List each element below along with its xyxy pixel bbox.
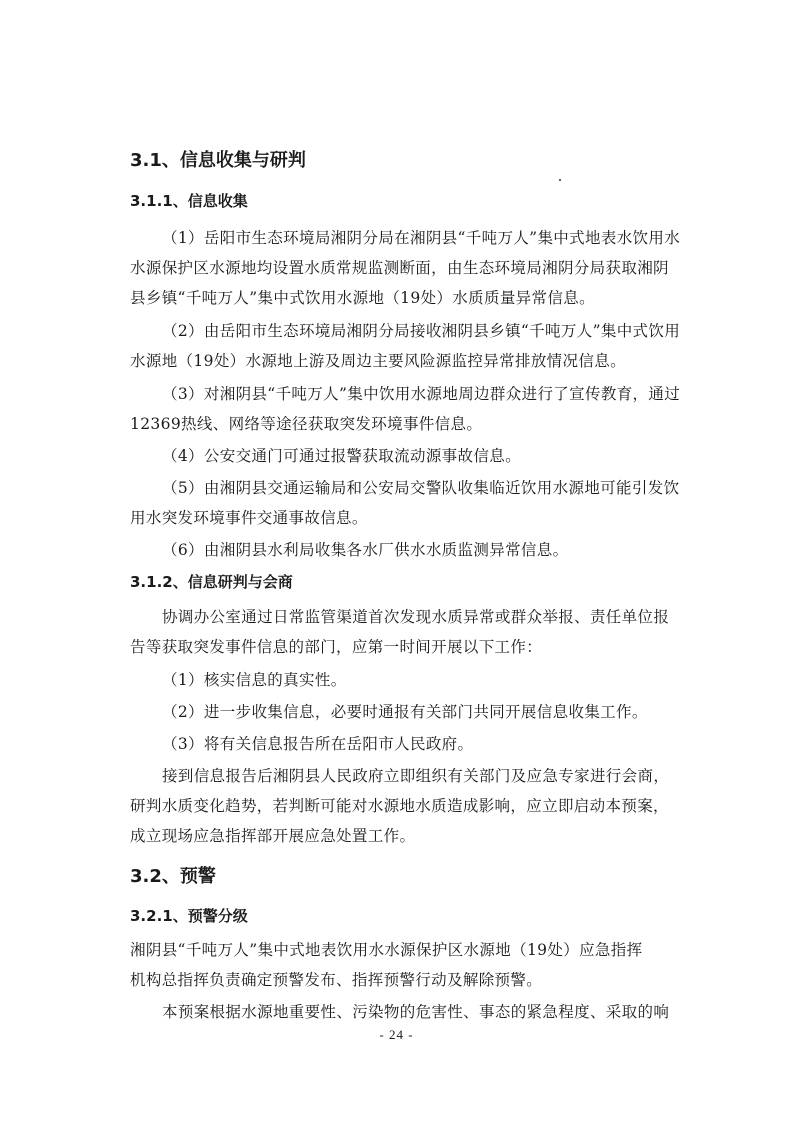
page-number: - 24 - [379, 1027, 414, 1042]
paragraph-line: （4）公安交通门可通过报警获取流动源事故信息。 [162, 447, 521, 465]
section-3-1-title: 3.1、信息收集与研判 [130, 150, 306, 171]
paragraph-line: 告等获取突发事件信息的部门，应第一时间开展以下工作： [130, 638, 543, 656]
subsection-3-2-1-title: 3.2.1、预警分级 [130, 907, 248, 925]
paragraph-line: 县乡镇“千吨万人”集中式饮用水源地（19处）水质质量异常信息。 [130, 289, 595, 307]
paragraph-line: （3）对湘阴县“千吨万人”集中饮用水源地周边群众进行了宣传教育，通过 [162, 385, 681, 403]
paragraph-line: 水源地（19处）水源地上游及周边主要风险源监控异常排放情况信息。 [130, 352, 626, 370]
paragraph-line: 接到信息报告后湘阴县人民政府立即组织有关部门及应急专家进行会商， [162, 767, 670, 785]
paragraph-line: 湘阴县“千吨万人”集中式地表饮用水水源保护区水源地（19处）应急指挥 [130, 941, 643, 959]
list-item: （2）进一步收集信息，必要时通报有关部门共同开展信息收集工作。 [162, 703, 648, 721]
paragraph-line: 成立现场应急指挥部开展应急处置工作。 [130, 827, 416, 845]
paragraph-line: （2）由岳阳市生态环境局湘阴分局接收湘阴县乡镇“千吨万人”集中式饮用 [162, 322, 681, 340]
paragraph-line: 12369热线、网络等途径获取突发环境事件信息。 [130, 415, 483, 433]
paragraph-line: 水源保护区水源地均设置水质常规监测断面，由生态环境局湘阴分局获取湘阴 [130, 259, 669, 277]
paragraph-line: 本预案根据水源地重要性、污染物的危害性、事态的紧急程度、采取的响 [162, 1003, 670, 1021]
section-3-2-title: 3.2、预警 [130, 866, 216, 887]
paragraph-line: 机构总指挥负责确定预警发布、指挥预警行动及解除预警。 [130, 971, 543, 989]
paragraph-line: （5）由湘阴县交通运输局和公安局交警队收集临近饮用水源地可能引发饮 [162, 479, 680, 497]
scan-speck [559, 179, 561, 181]
paragraph-line: （6）由湘阴县水利局收集各水厂供水水质监测异常信息。 [162, 541, 569, 559]
subsection-3-1-2-title: 3.1.2、信息研判与会商 [130, 573, 293, 591]
paragraph-line: 研判水质变化趋势，若判断可能对水源地水质造成影响，应立即启动本预案， [130, 797, 669, 815]
list-item: （3）将有关信息报告所在岳阳市人民政府。 [162, 735, 474, 753]
paragraph-line: （1）岳阳市生态环境局湘阴分局在湘阴县“千吨万人”集中式地表水饮用水 [162, 229, 681, 247]
paragraph-line: 协调办公室通过日常监管渠道首次发现水质异常或群众举报、责任单位报 [162, 608, 670, 626]
paragraph-line: 用水突发环境事件交通事故信息。 [130, 509, 368, 527]
list-item: （1）核实信息的真实性。 [162, 671, 347, 689]
subsection-3-1-1-title: 3.1.1、信息收集 [130, 192, 248, 210]
